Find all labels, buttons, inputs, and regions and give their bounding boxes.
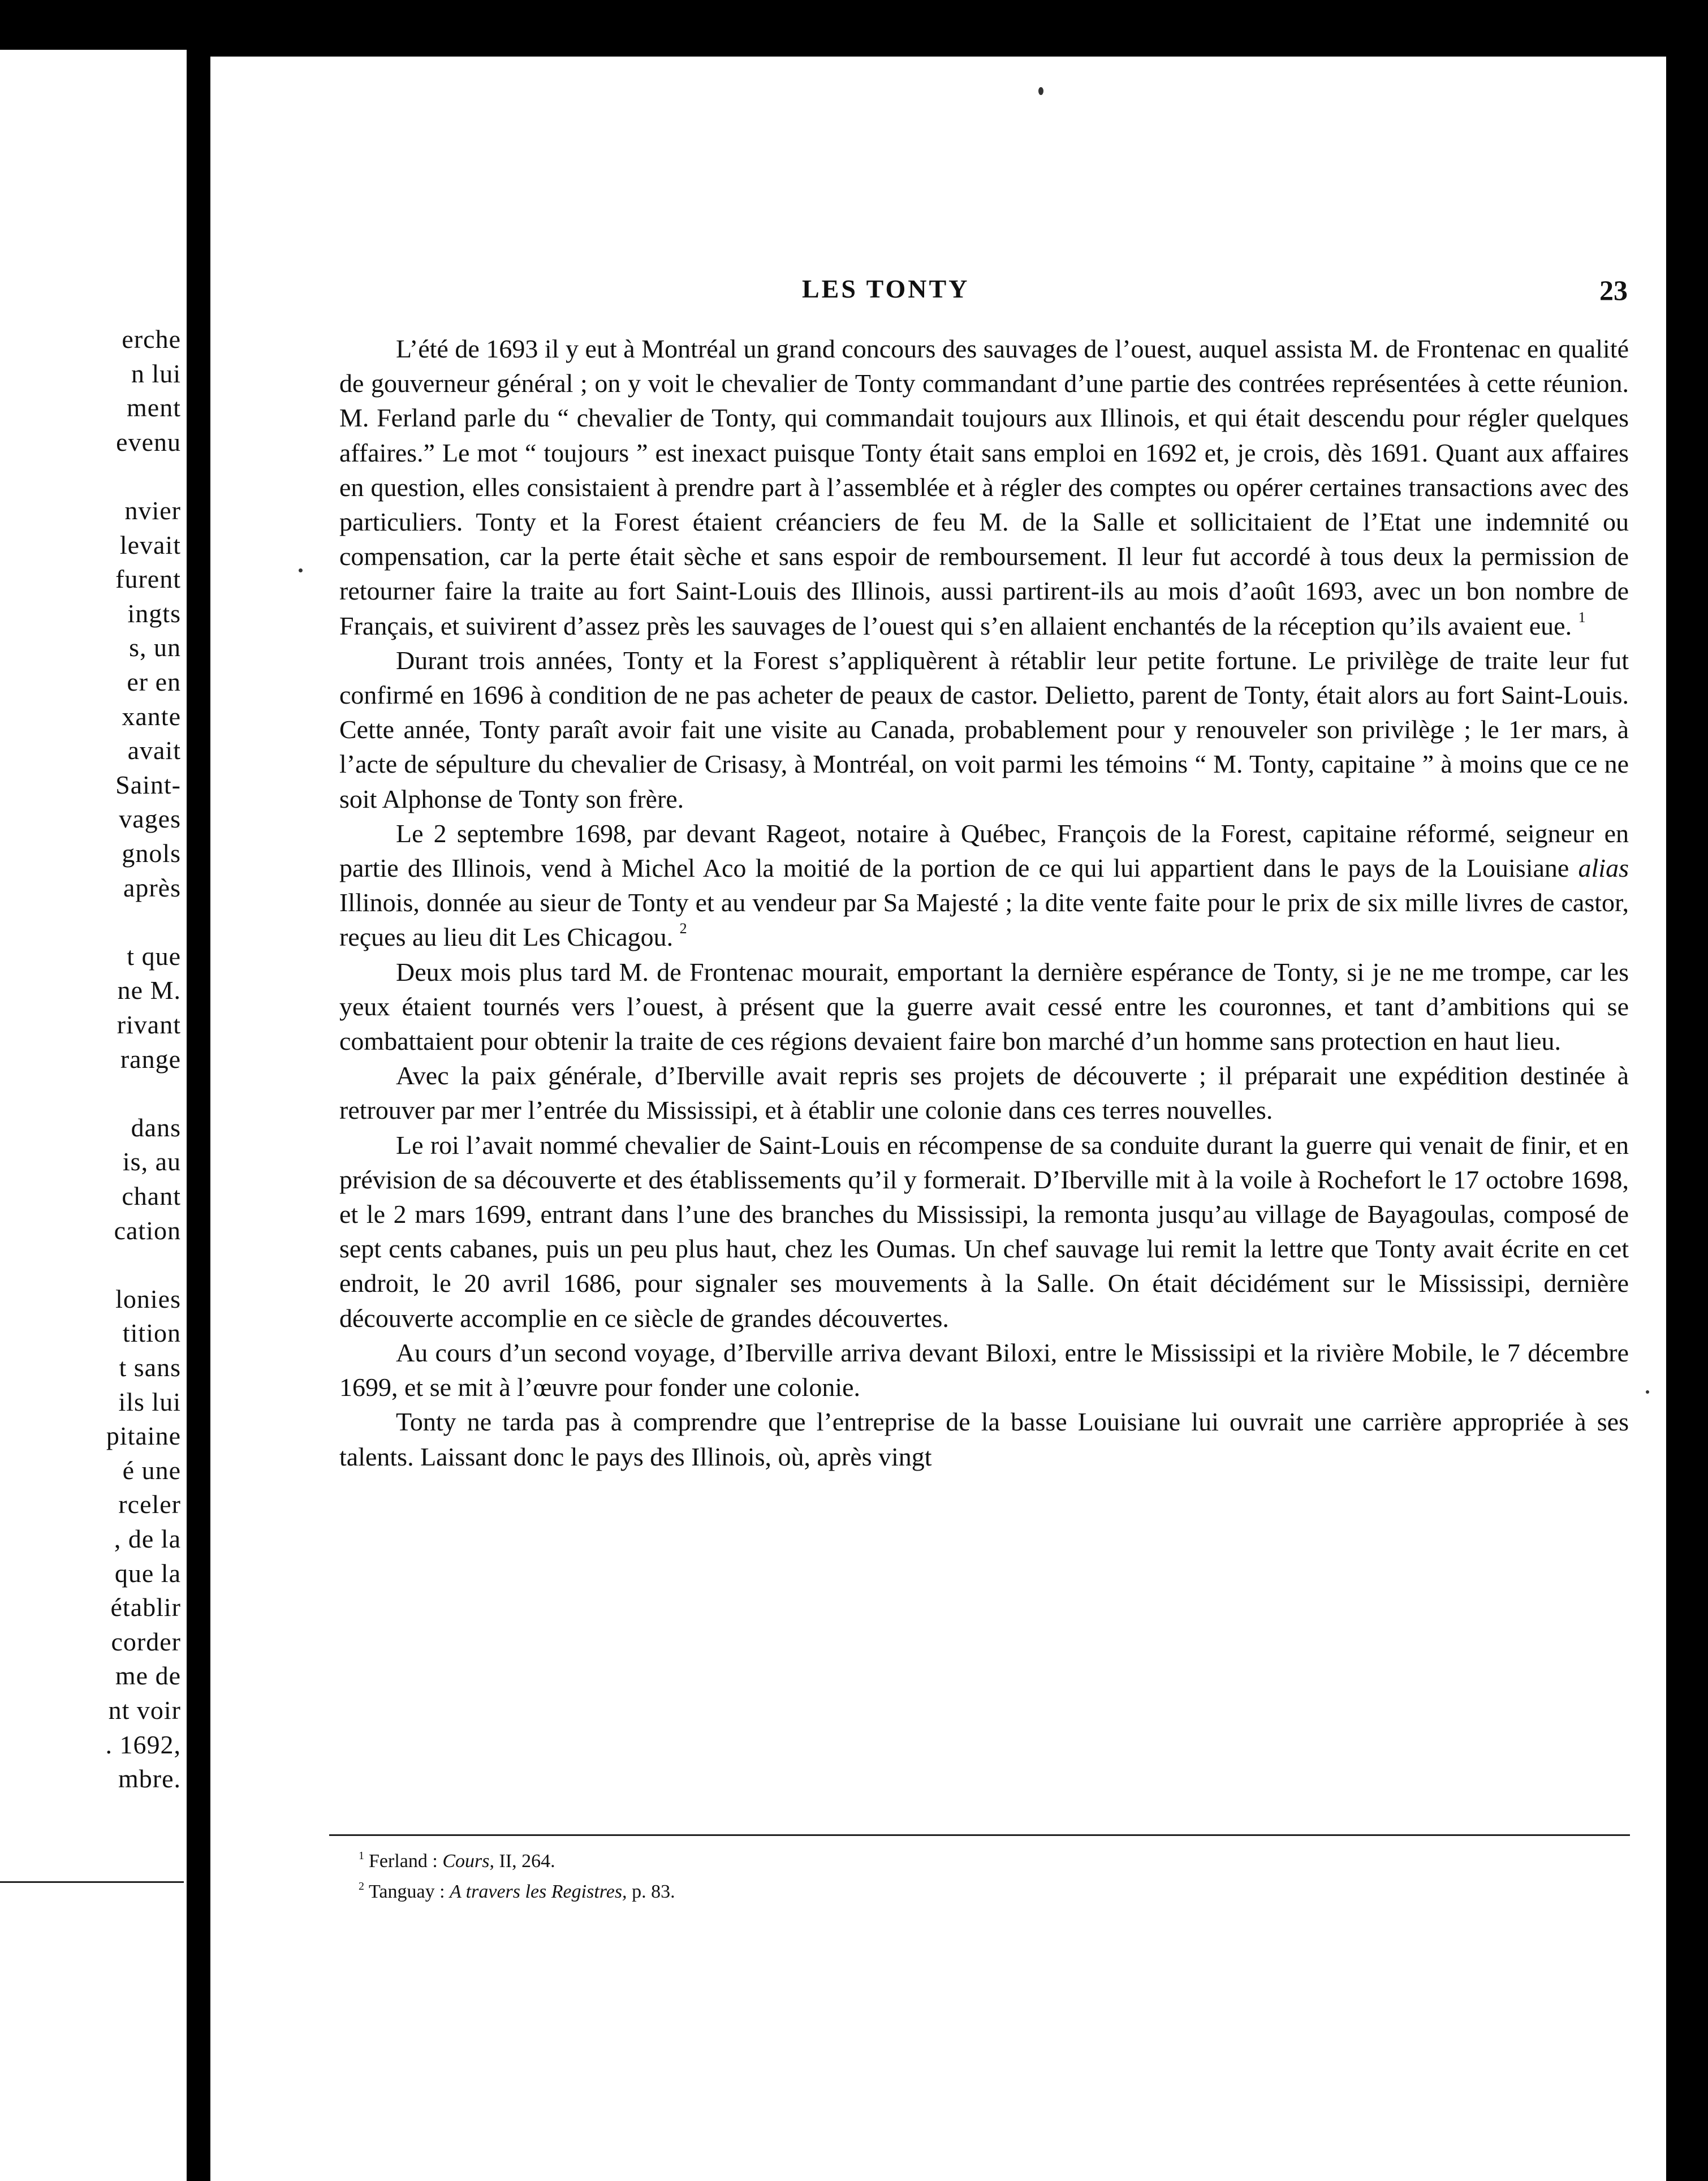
left-page-line-fragment: , de la [114,1524,181,1553]
left-page-line-fragment: nt voir [108,1696,181,1725]
paragraph [339,1128,1629,1335]
left-page-line-fragment: evenu [116,427,181,456]
left-page-line-fragment: tition [122,1318,181,1348]
left-page-line-fragment: ne M. [117,976,181,1005]
footnote-author: Tanguay : [369,1881,445,1902]
paragraph-text: Avec la paix générale, d’Iberville avait repris ses projets de découverte ; il préparait une expédition destinée à retrouver par mer l’entrée du Mississipi, et à établir une colonie dans ces terres nouvelles. [339,1061,1629,1125]
left-page-line-fragment: corder [111,1627,181,1656]
left-page-line-fragment: ingts [127,598,181,628]
footnote-reference: 1 [1578,609,1586,626]
left-page-line-fragment: pitaine [106,1421,181,1451]
left-page-line-fragment: xante [122,701,181,731]
left-page-line-fragment: levait [119,530,181,559]
paragraph-text: Le roi l’avait nommé chevalier de Saint-Louis en récompense de sa conduite durant la guerre qui venait de finir, et en prévision de sa découverte et des établissements qu’il y formerait. D’Iberville mit à la voile à Rochefort le 17 octobre 1698, et le 2 mars 1699, entrant dans l’une des branches du Mississipi, la remonta jusqu’au village de Bayagoulas, composé de sept cents cabanes, puis un peu plus haut, chez les Oumas. Un chef sauvage lui remit la lettre que Tonty avait écrite en cet endroit, le 20 avril 1686, pour signaler ses mouvements à la Salle. On était décidément sur le Mississipi, dernière découverte accomplie en ce siècle de grandes découvertes. [339,1130,1629,1333]
left-page-line-fragment: établir [110,1593,181,1622]
left-page-line-fragment: cation [114,1216,181,1245]
left-page-line-fragment: dans [131,1113,181,1142]
paragraph [339,643,1629,816]
left-page-line-fragment: range [120,1044,181,1074]
paragraph [339,1335,1629,1404]
footnote [359,1846,1603,1877]
paragraph [339,331,1629,643]
left-page-line-fragment: me de [115,1661,181,1691]
left-page-line-fragment: n lui [131,359,181,388]
left-page-line-fragment: t que [127,941,181,971]
paragraph-text: L’été de 1693 il y eut à Montréal un grand concours des sauvages de l’ouest, auquel assista M. de Frontenac en qualité de gouverneur général ; on y voit le chevalier de Tonty commandant d’une partie des contrées représentées à cette réunion. M. Ferland parle du “ chevalier de Tonty, qui commandait toujours aux Illinois, et qui était descendu pour régler quelques affaires.” Le mot “ toujours ” est inexact puisque Tonty était sans emploi en 1692 et, je crois, dès 1691. Quant aux affaires en question, elles consistaient à prendre part à l’assemblée et à régler des comptes ou opérer certaines transactions avec des particuliers. Tonty et la Forest étaient créanciers de feu M. de la Salle et sollicitaient de l’Etat une indemnité ou compensation, car la perte était sèche et sans espoir de remboursement. Il leur fut accordé à tous deux la permission de retourner faire la traite au fort Saint-Louis des Illinois, aussi partirent-ils au mois d’août 1693, avec un bon nombre de Français, et suivirent d’assez près les sauvages de l’ouest qui s’en allaient enchantés de la réception qu’ils avaient eue. [339,334,1629,640]
left-page-line-fragment: nvier [124,496,181,525]
left-page-line-fragment: lonies [115,1284,181,1313]
ink-speck [1646,1390,1649,1394]
left-page-line-fragment: rivant [117,1010,181,1039]
paragraph [339,1058,1629,1127]
paragraph-text: Au cours d’un second voyage, d’Iberville arriva devant Biloxi, entre le Mississipi et la rivière Mobile, le 7 décembre 1699, et se mit à l’œuvre pour fonder une colonie. [339,1338,1629,1402]
paragraph-text: Tonty ne tarda pas à comprendre que l’entreprise de la basse Louisiane lui ouvrait une carrière appropriée à ses talents. Laissant donc le pays des Illinois, où, après vingt [339,1407,1629,1471]
left-page-line-fragment: après [123,873,181,902]
left-page-line-fragment: s, un [129,633,181,662]
left-page-line-fragment: . 1692, [105,1730,181,1759]
right-page [210,57,1666,2181]
footnote-reference-text: II, 264. [499,1851,555,1872]
running-title: LES TONTY [802,274,970,303]
left-footnote-rule [0,1881,184,1883]
paragraph-text: Le 2 septembre 1698, par devant Rageot, notaire à Québec, François de la Forest, capitaine réformé, seigneur en partie des Illinois, vend à Michel Aco la moitié de la portion de ce qui lui appartient dans le pays de la Louisiane [339,818,1629,883]
footnote-title: Cours, [442,1851,494,1872]
left-page-line-fragment: que la [114,1558,181,1588]
paragraph [339,816,1629,955]
footnote-reference: 2 [679,920,687,937]
paragraph-text: Deux mois plus tard M. de Frontenac mourait, emportant la dernière espérance de Tonty, si je ne me trompe, car les yeux étaient tournés vers l’ouest, à présent que la guerre avait cessé entre les couronnes, et tant d’ambitions qui se combattaient pour obtenir la traite de ces régions devaient faire bon marché d’un homme sans protection en haut lieu. [339,957,1629,1056]
left-page-line-fragment: is, au [122,1147,181,1176]
left-page-line-fragment: ils lui [118,1387,181,1416]
left-page-edge [0,50,187,2181]
left-page-line-fragment: chant [122,1182,181,1210]
footnote-reference-text: p. 83. [632,1881,675,1902]
left-page-line-fragment: er en [127,667,181,696]
footnotes [359,1846,1603,1907]
paragraph-text: Durant trois années, Tonty et la Forest s’appliquèrent à rétablir leur petite fortune. Le privilège de traite leur fut confirmé en 1696 à condition de ne pas acheter de peaux de castor. Delietto, parent de Tonty, était alors au fort Saint-Louis. Cette année, Tonty paraît avoir fait une visite au Canada, probablement pour y renouveler son privilège ; le 1er mars, à l’acte de sépulture du chevalier de Crisasy, à Montréal, on voit parmi les témoins “ M. Tonty, capitaine ” à moins que ce ne soit Alphonse de Tonty son frère. [339,645,1629,813]
running-head [210,274,1666,308]
left-page-line-fragment: é une [122,1455,181,1485]
left-page-line-fragment: avait [127,736,181,765]
left-page-line-fragment: Saint- [115,770,181,799]
paragraph-text: Illinois, donnée au sieur de Tonty et au vendeur par Sa Majesté ; la dite vente faite pour le prix de six mille livres de castor, reçues au lieu dit Les Chicagou. [339,888,1629,952]
left-page-line-fragment: rceler [118,1490,181,1519]
footnote-title: A travers les Registres, [450,1881,627,1902]
left-page-line-fragment: furent [115,564,181,594]
left-page-line-fragment: erche [122,325,181,354]
page-number: 23 [1599,274,1628,306]
ink-speck [299,568,303,572]
left-page-line-fragment: t sans [119,1353,181,1382]
italic-term: alias [1578,854,1629,883]
footnote-author: Ferland : [369,1851,438,1872]
paragraph [339,1404,1629,1473]
footnote-rule [329,1834,1630,1836]
footnote [359,1877,1603,1907]
left-page-line-fragment: mbre. [118,1764,181,1794]
paragraph [339,955,1629,1059]
footnote-number: 2 [359,1880,364,1893]
left-page-line-fragment: ment [127,393,181,423]
ink-speck [1038,87,1043,95]
left-page-line-fragment: vages [119,804,181,834]
body-text [339,331,1629,1474]
footnote-number: 1 [359,1850,364,1862]
left-page-line-fragment: gnols [122,839,181,868]
